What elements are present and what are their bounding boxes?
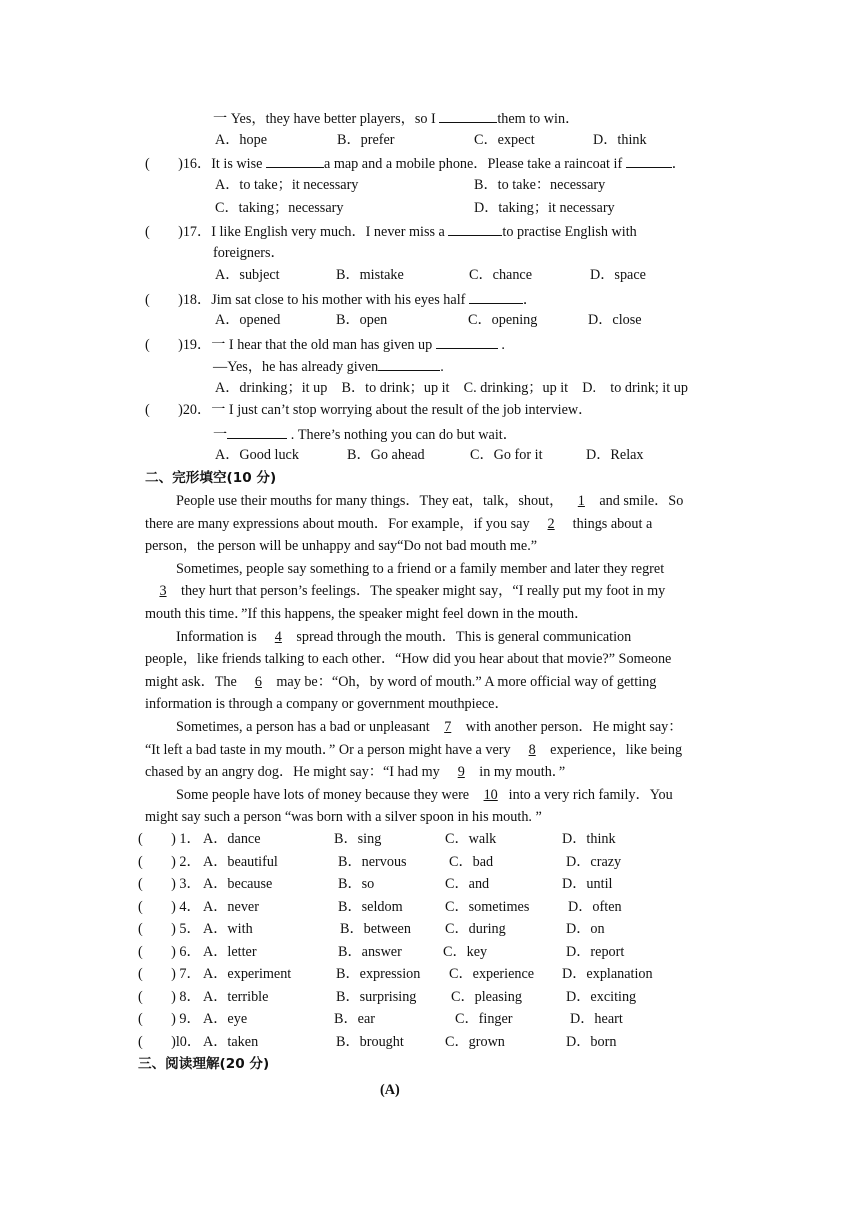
q17-option-b: B．mistake bbox=[336, 267, 404, 283]
cloze-option-b: B．nervous bbox=[338, 853, 407, 870]
passage-text-after: in my mouth．” bbox=[479, 764, 566, 781]
passage-line bbox=[145, 673, 656, 691]
q19-blank-1 bbox=[436, 334, 498, 349]
cloze-option-b: B．so bbox=[338, 876, 375, 892]
cloze-blank-number: 10 bbox=[483, 786, 498, 803]
q20-option-b: B．Go ahead bbox=[347, 447, 425, 463]
q20-option-a: A．Good luck bbox=[215, 447, 299, 463]
cloze-blank-number: 6 bbox=[254, 673, 262, 690]
passage-line bbox=[145, 537, 537, 555]
q15-option-a: A．hope bbox=[215, 132, 268, 148]
passage-text: Sometimes, a person has a bad or unpleasant bbox=[176, 719, 430, 735]
q19-line2-text: —Yes，he has already given bbox=[213, 359, 379, 375]
passage-line bbox=[145, 763, 565, 781]
passage-text: mouth this time．”If this happens, the speaker might feel down in the mouth． bbox=[145, 606, 589, 622]
q15-text-after: them to win． bbox=[497, 111, 580, 127]
cloze-option-b: B．sing bbox=[334, 831, 382, 847]
section3-heading: 三、阅读理解(20 分) bbox=[138, 1056, 270, 1072]
cloze-item-number: ( ) 6． bbox=[138, 943, 201, 960]
q16-option-a: A．to take；it necessary bbox=[215, 177, 359, 193]
q18-option-d: D．close bbox=[588, 312, 642, 328]
cloze-option-d: D．often bbox=[568, 898, 622, 915]
cloze-option-c: C．finger bbox=[455, 1011, 513, 1027]
q15-blank bbox=[439, 108, 497, 123]
q16-text-end: ． bbox=[671, 156, 686, 172]
passage-line bbox=[176, 560, 664, 578]
q20-option-c: C．Go for it bbox=[470, 447, 543, 463]
q19-line bbox=[145, 334, 505, 354]
q20-blank bbox=[227, 424, 287, 439]
q18-text: ( )18．Jim sat close to his mother with his eyes half bbox=[145, 292, 469, 308]
q18-option-b: B．open bbox=[336, 312, 388, 328]
passage-text: chased by an angry dog．He might say：“I had my bbox=[145, 764, 444, 781]
cloze-blank-number: 4 bbox=[274, 628, 282, 645]
cloze-item-number: ( ) 2． bbox=[138, 853, 201, 870]
cloze-option-c: C．experience bbox=[449, 966, 535, 982]
passage-text-after: they hurt that person’s feelings．The speaker might say，“I really put my foot in my bbox=[181, 583, 666, 600]
cloze-option-d: D．explanation bbox=[562, 966, 653, 982]
q19-blank-2 bbox=[378, 356, 440, 371]
q20-line2-dash: 一 bbox=[213, 427, 228, 443]
passage-line bbox=[145, 695, 509, 713]
cloze-item-number: ( )l0． bbox=[138, 1033, 202, 1050]
q16-option-d: D．taking；it necessary bbox=[474, 200, 615, 216]
q16-line bbox=[145, 153, 686, 173]
section3-subheading: (A) bbox=[380, 1082, 400, 1098]
cloze-blank-number: 8 bbox=[528, 741, 536, 758]
q17-text-after: to practise English with bbox=[502, 224, 637, 240]
cloze-blank-number: 3 bbox=[159, 583, 167, 600]
cloze-item-number: ( ) 1． bbox=[138, 831, 201, 847]
cloze-option-a: A．with bbox=[203, 921, 253, 937]
passage-text: Sometimes, people say something to a friend or a family member and later they regret bbox=[176, 560, 665, 577]
q16-blank-1 bbox=[266, 153, 324, 168]
passage-line bbox=[145, 515, 652, 533]
cloze-option-d: D．on bbox=[566, 921, 605, 937]
cloze-blank-number: 1 bbox=[577, 493, 585, 509]
q15-text: 一 Yes，they have better players，so I bbox=[213, 111, 440, 127]
section2-heading: 二、完形填空(10 分) bbox=[145, 470, 277, 486]
cloze-option-d: D．heart bbox=[570, 1011, 623, 1027]
q15-option-d: D．think bbox=[593, 132, 647, 148]
passage-text-after: with another person．He might say： bbox=[465, 719, 683, 735]
passage-text: person，the person will be unhappy and say“Do not bad mouth me.” bbox=[145, 538, 538, 555]
cloze-option-c: C．sometimes bbox=[445, 898, 530, 915]
cloze-item-number: ( ) 9． bbox=[138, 1011, 201, 1027]
passage-text-after: into a very rich family．You bbox=[508, 786, 673, 803]
q19-text: ( )19．一 I hear that the old man has given up bbox=[145, 337, 436, 353]
cloze-blank-number: 9 bbox=[457, 764, 465, 781]
cloze-blank-number: 2 bbox=[547, 515, 555, 532]
q17-line bbox=[145, 221, 637, 241]
cloze-option-d: D．think bbox=[562, 831, 616, 847]
cloze-option-c: C．bad bbox=[449, 853, 494, 870]
q19-text-end: . bbox=[497, 337, 505, 353]
q16-blank-2 bbox=[626, 153, 672, 168]
cloze-option-a: A．because bbox=[203, 876, 273, 892]
q15-line bbox=[213, 108, 579, 128]
q16-option-c: C．taking；necessary bbox=[215, 200, 344, 216]
cloze-option-b: B．ear bbox=[334, 1011, 375, 1027]
passage-line bbox=[176, 718, 682, 736]
passage-text: People use their mouths for many things．They eat，talk，shout， bbox=[176, 493, 564, 509]
cloze-option-b: B．between bbox=[340, 921, 411, 937]
q17-line2: foreigners． bbox=[213, 245, 285, 261]
passage-line bbox=[145, 582, 665, 600]
q19-options: A．drinking；it up B．to drink；up it C. drinking；up it D. to drink; it up bbox=[215, 380, 688, 396]
cloze-option-a: A．terrible bbox=[203, 988, 269, 1005]
cloze-option-c: C．and bbox=[445, 876, 490, 892]
q17-text: ( )17．I like English very much．I never miss a bbox=[145, 224, 449, 240]
q19-line2 bbox=[213, 356, 444, 376]
cloze-option-c: C．pleasing bbox=[451, 988, 522, 1005]
passage-text: information is through a company or government mouthpiece． bbox=[145, 696, 509, 713]
cloze-option-c: C．grown bbox=[445, 1033, 505, 1050]
passage-text-after: things about a bbox=[569, 515, 653, 532]
q17-option-d: D．space bbox=[590, 267, 646, 283]
cloze-item-number: ( ) 5． bbox=[138, 921, 201, 937]
cloze-blank-number: 7 bbox=[444, 719, 452, 735]
cloze-item-number: ( ) 3． bbox=[138, 876, 201, 892]
q20-line2 bbox=[213, 424, 517, 444]
cloze-option-a: A．taken bbox=[203, 1033, 259, 1050]
cloze-item-number: ( ) 7． bbox=[138, 966, 201, 982]
q17-option-c: C．chance bbox=[469, 267, 533, 283]
q18-option-a: A．opened bbox=[215, 312, 281, 328]
cloze-option-d: D．exciting bbox=[566, 988, 637, 1005]
cloze-option-c: C．during bbox=[445, 921, 506, 937]
q18-text-end: ． bbox=[522, 292, 538, 308]
cloze-item-number: ( ) 8． bbox=[138, 988, 201, 1005]
passage-line bbox=[176, 786, 673, 804]
passage-text: might ask．The bbox=[145, 673, 241, 690]
cloze-option-c: C．walk bbox=[445, 831, 497, 847]
passage-line bbox=[145, 605, 588, 623]
passage-text-after: spread through the mouth．This is general communication bbox=[296, 628, 635, 645]
cloze-option-a: A．dance bbox=[203, 831, 261, 847]
passage-text-after: experience，like being bbox=[550, 741, 683, 758]
passage-text: “It left a bad taste in my mouth．” Or a person might have a very bbox=[145, 741, 515, 758]
passage-line bbox=[176, 628, 635, 646]
passage-line bbox=[145, 650, 671, 668]
cloze-option-b: B．answer bbox=[338, 943, 402, 960]
passage-text: Some people have lots of money because they were bbox=[176, 786, 473, 803]
passage-text: there are many expressions about mouth．For example，if you say bbox=[145, 515, 534, 532]
cloze-item-number: ( ) 4． bbox=[138, 898, 201, 915]
cloze-option-b: B．seldom bbox=[338, 898, 403, 915]
cloze-option-b: B．expression bbox=[336, 966, 421, 982]
cloze-option-b: B．brought bbox=[336, 1033, 404, 1050]
passage-text: might say such a person “was born with a silver spoon in his mouth. ” bbox=[145, 809, 542, 826]
q17-blank bbox=[448, 221, 502, 236]
cloze-option-b: B．surprising bbox=[336, 988, 417, 1005]
passage-text: Information is bbox=[176, 628, 261, 645]
q20-text: ( )20．一 I just can’t stop worrying about the result of the job interview． bbox=[145, 402, 593, 418]
passage-text-after: and smile．So bbox=[599, 493, 684, 509]
cloze-option-d: D．born bbox=[566, 1033, 617, 1050]
q15-option-c: C．expect bbox=[474, 132, 535, 148]
q16-text: ( )16．It is wise bbox=[145, 156, 266, 172]
q18-blank bbox=[469, 289, 523, 304]
cloze-option-d: D．report bbox=[566, 943, 625, 960]
cloze-option-c: C．key bbox=[443, 943, 488, 960]
cloze-option-d: D．crazy bbox=[566, 853, 622, 870]
q20-option-d: D．Relax bbox=[586, 447, 644, 463]
passage-line bbox=[145, 808, 542, 826]
passage-text-after: may be：“Oh，by word of mouth.” A more official way of getting bbox=[276, 673, 657, 690]
cloze-option-a: A．experiment bbox=[203, 966, 292, 982]
q20-line2-text: . There’s nothing you can do but wait． bbox=[287, 427, 517, 443]
passage-text: people，like friends talking to each other．“How did you hear about that movie?” Someone bbox=[145, 651, 672, 668]
cloze-option-d: D．until bbox=[562, 876, 613, 892]
q19-line2-end: . bbox=[440, 359, 444, 375]
cloze-option-a: A．letter bbox=[203, 943, 257, 960]
passage-line bbox=[176, 492, 683, 510]
q18-option-c: C．opening bbox=[468, 312, 538, 328]
cloze-option-a: A．eye bbox=[203, 1011, 248, 1027]
q16-text-mid: a map and a mobile phone．Please take a raincoat if bbox=[323, 156, 626, 172]
q18-line bbox=[145, 289, 537, 309]
q15-option-b: B．prefer bbox=[337, 132, 395, 148]
q17-option-a: A．subject bbox=[215, 267, 280, 283]
q16-option-b: B．to take：necessary bbox=[474, 177, 606, 193]
cloze-option-a: A．never bbox=[203, 898, 259, 915]
passage-line bbox=[145, 741, 682, 759]
cloze-option-a: A．beautiful bbox=[203, 853, 278, 870]
